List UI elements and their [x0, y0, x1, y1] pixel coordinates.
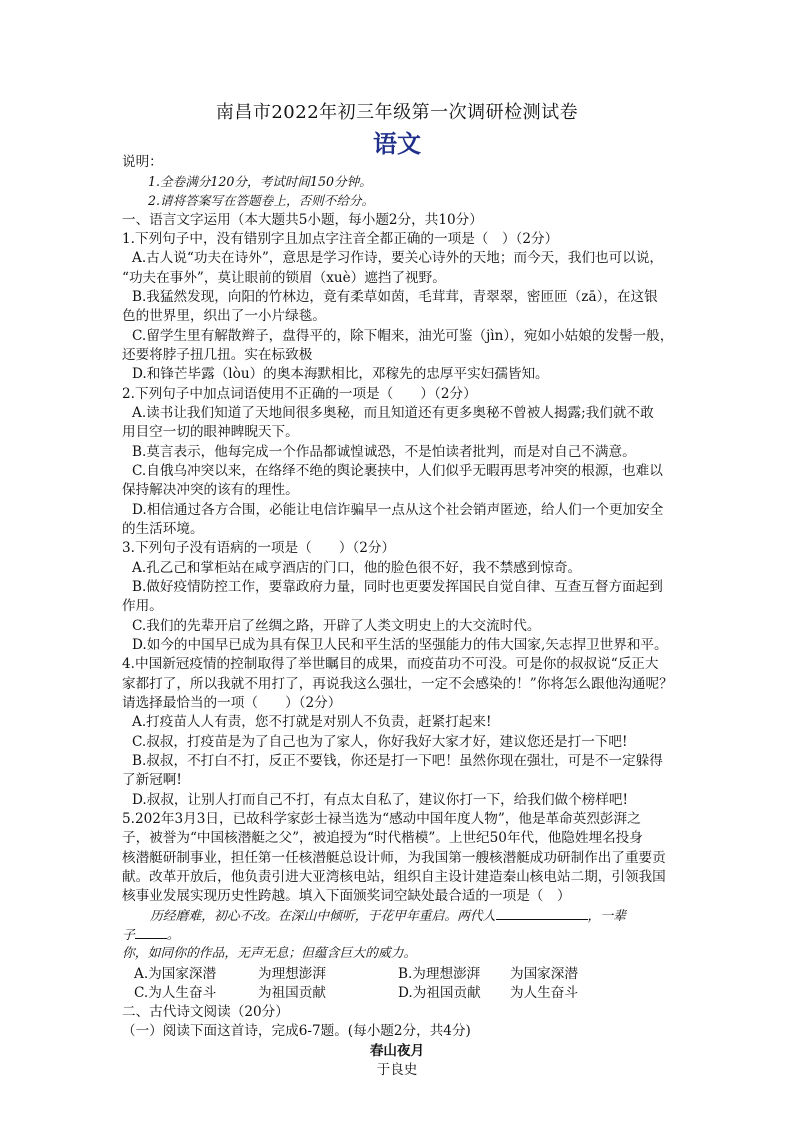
instruction-item: 2.请将答案写在答题卷上，否则不给分。: [148, 193, 375, 208]
answer-option: B.我猛然发现，向阳的竹林边，竟有柔草如茵，毛茸茸，青翠翠，密匝匝（zā），在这银: [132, 289, 658, 305]
poem-author: 于良史: [376, 1062, 418, 1078]
answer-option: D.相信通过各方合围，必能让电信诈骗早一点从这个社会销声匿迹，给人们一个更加安全: [132, 502, 664, 518]
question-stem: 1.下列句子中，没有错别字且加点字注音全都正确的一项是（ ）（2分）: [122, 231, 559, 247]
award-citation: [150, 906, 626, 927]
citation-text: 历经磨难，初心不改。在深山中倾听，于花甲年重启。两代人: [150, 909, 496, 924]
question-stem: 2.下列句子中加点词语使用不正确的一项是（ ）（2分）: [122, 386, 477, 402]
answer-option-c-1: C.为人生奋斗: [134, 985, 217, 1001]
fill-in-blank: [135, 925, 167, 939]
exam-title: 南昌市2022年初三年级第一次调研检测试卷: [215, 102, 579, 123]
answer-option: C.我们的先辈开启了丝绸之路，开辟了人类文明史上的大交流时代。: [132, 618, 541, 634]
citation-text: 。: [166, 928, 180, 943]
section-heading: 一、语言文字运用（本大题共5小题，每小题2分，共10分）: [122, 212, 483, 228]
question-stem: 子，被誉为“中国核潜艇之父”，被追授为“时代楷模”。上世纪50年代，他隐姓埋名投身: [122, 830, 643, 846]
option-continuation: 的生活环境。: [122, 521, 204, 537]
answer-option: D.和锋芒毕露（lòu）的奥本海默相比，邓稼先的忠厚平实妇孺皆知。: [132, 366, 549, 382]
question-stem: 3.下列句子没有语病的一项是（ ）（2分）: [122, 540, 396, 556]
question-stem: 家都打了，所以我就不用打了，再说我这么强壮，一定不会感染的！”你将怎么跟他沟通呢？: [122, 676, 673, 692]
option-continuation: 用目空一切的眼神睥睨天下。: [122, 424, 299, 440]
option-continuation: 色的世界里，织出了一小片绿毯。: [122, 308, 326, 324]
question-stem: 请选择最恰当的一项（ ）（2分）: [122, 695, 342, 711]
answer-option-b-2: 为国家深潜: [510, 966, 578, 982]
poem-title: 春山夜月: [369, 1043, 425, 1059]
question-stem: 核潜艇研制事业，担任第一任核潜艇总设计师，为我国第一艘核潜艇成功研制作出了重要贡: [122, 850, 666, 866]
citation-text: ，一辈: [587, 909, 626, 924]
answer-option-d-2: 为人生奋斗: [510, 985, 578, 1001]
answer-option: C.留学生里有解散辫子，盘得平的，除下帽来，油光可鉴（jìn），宛如小姑娘的发髻一般，: [132, 328, 674, 344]
answer-option: B.叔叔，不打白不打，反正不要钱，你还是打一下吧！虽然你现在强壮，可是不一定躲得: [132, 753, 663, 769]
question-stem: 4.中国新冠疫情的控制取得了举世瞩目的成果，而疫苗功不可没。可是你的叔叔说“反正大: [122, 656, 659, 672]
option-continuation: 作用。: [122, 598, 163, 614]
option-continuation: 保持解决冲突的该有的理性。: [122, 482, 299, 498]
answer-option-b-1: B.为理想澎湃: [398, 966, 481, 982]
answer-option: A.读书让我们知道了天地间很多奥秘，而且知道还有更多奥秘不曾被人揭露;我们就不敢: [132, 405, 654, 421]
answer-option: D.叔叔，让别人打而自己不打，有点太自私了，建议你打一下，给我们做个榜样吧!: [132, 792, 628, 808]
award-citation: 你，如同你的作品，无声无息；但蕴含巨大的威力。: [122, 946, 417, 961]
answer-option: B.做好疫情防控工作，要靠政府力量，同时也更要发挥国民自觉自律、互查互督方面起到: [132, 579, 663, 595]
section-heading: 二、古代诗文阅读（20分）: [122, 1004, 289, 1020]
option-continuation: “功夫在事外”，莫让眼前的锁眉（xuè）遮挡了视野。: [122, 270, 446, 286]
subject-title: 语文: [373, 130, 421, 158]
question-stem: 核事业发展实现历史性跨越。填入下面颁奖词空缺处最合适的一项是（ ）: [122, 888, 571, 904]
answer-option-a-2: 为理想澎湃: [258, 966, 326, 982]
instruction-item: 1.全卷满分120分，考试时间150分钟。: [148, 174, 372, 189]
answer-option: D.如今的中国早已成为具有保卫人民和平生活的坚强能力的伟大国家,矢志捍卫世界和平。: [132, 637, 668, 653]
answer-option: A.打疫苗人人有责，您不打就是对别人不负责，赶紧打起来!: [132, 714, 492, 730]
answer-option: B.莫言表示，他每完成一个作品都诚惶诚恐，不是怕读者批判，而是对自己不满意。: [132, 444, 636, 460]
question-stem: 献。改革开放后，他负责引进大亚湾核电站，组织自主设计建造秦山核电站二期，引领我国: [122, 869, 666, 885]
subsection-heading: （一）阅读下面这首诗，完成6-7题。(每小题2分，共4分): [122, 1023, 471, 1039]
answer-option-d-1: D.为祖国贡献: [398, 985, 481, 1001]
fill-in-blank: [496, 906, 588, 920]
answer-option: C.叔叔，打疫苗是为了自己也为了家人，你好我好大家才好，建议您还是打一下吧!: [132, 734, 628, 750]
citation-text: 子: [122, 928, 135, 943]
answer-option-c-2: 为祖国贡献: [258, 985, 326, 1001]
answer-option: C.自俄乌冲突以来，在络绎不绝的舆论裹挟中，人们似乎无暇再思考冲突的根源，也难以: [132, 463, 663, 479]
answer-option: A.古人说“功夫在诗外”，意思是学习作诗，要关心诗外的天地；而今天，我们也可以说，: [132, 250, 664, 266]
option-continuation: 还要将脖子扭几扭。实在标致极: [122, 347, 313, 363]
award-citation: [122, 925, 180, 946]
question-stem: 5.202年3月3日，已故科学家彭士禄当选为“感动中国年度人物”，他是革命英烈彭湃之: [122, 811, 641, 827]
answer-option-a-1: A.为国家深潜: [134, 966, 217, 982]
option-continuation: 了新冠啊!: [122, 772, 182, 788]
instructions-label: 说明：: [122, 154, 163, 170]
answer-option: A.孔乙己和掌柜站在咸亨酒店的门口，他的脸色很不好，我不禁感到惊奇。: [132, 560, 582, 576]
